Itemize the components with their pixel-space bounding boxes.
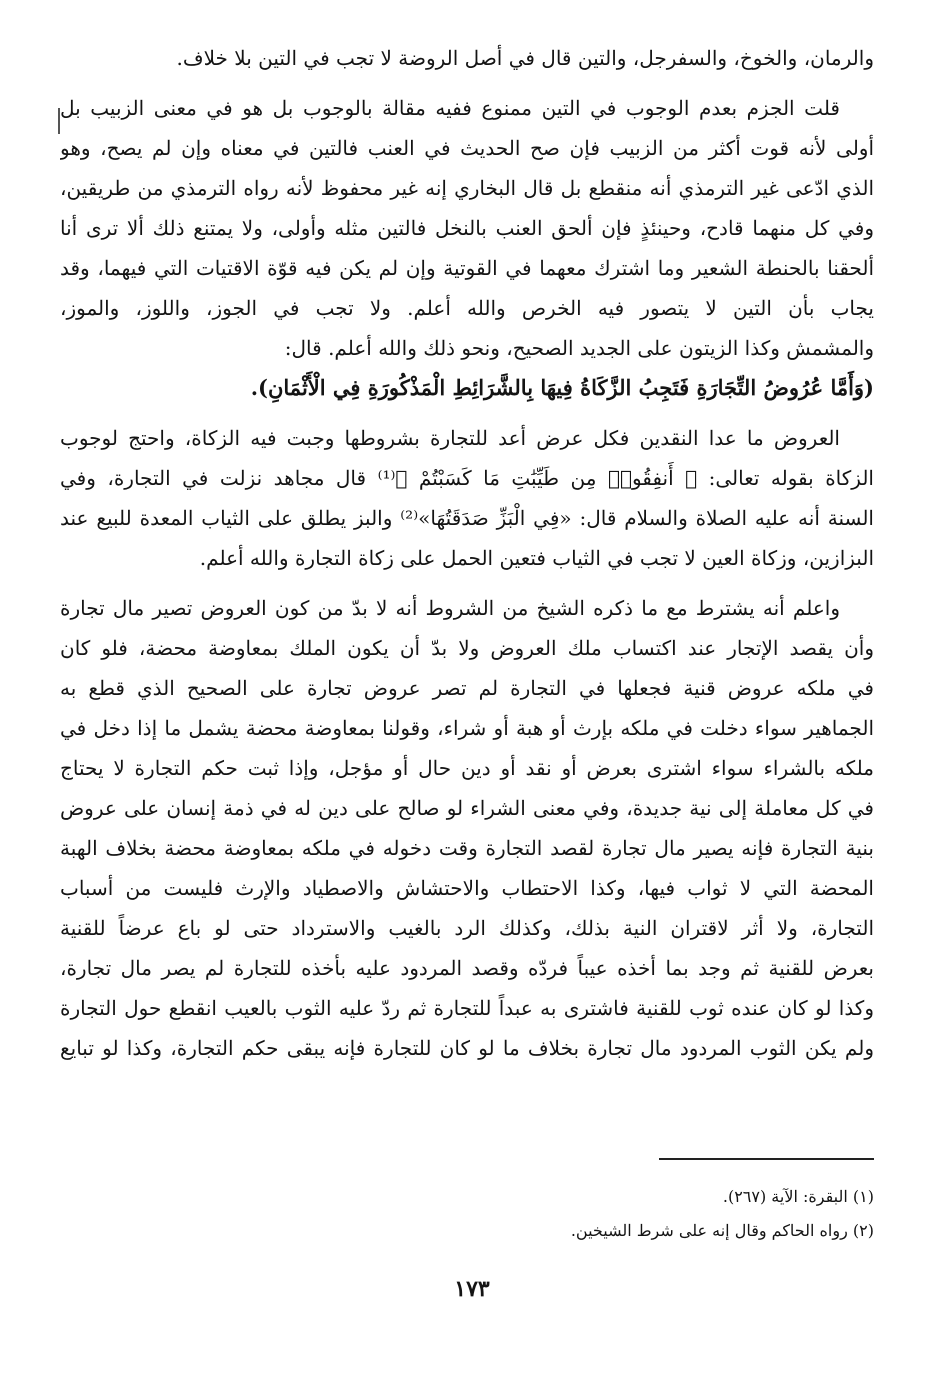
text-line: ألحقنا بالحنطة الشعير وما اشترك معهما في القوتية وإن لم يكن فيه قوّة الاقتيات التي فيهما، وقد xyxy=(60,256,874,280)
text-line: الزكاة بقوله تعالى: ﴿ أَنفِقُوا۟ مِن طَيِّبَٰتِ مَا كَسَبْتُمْ ﴾⁽¹⁾ قال مجاهد نزلت في التجارة، وفي xyxy=(60,466,874,490)
text-line: المحضة التي لا ثواب فيها، وكذا الاحتطاب والاحتشاش والاصطياد والإرث فليست من أسباب xyxy=(60,876,874,900)
text-line: ولم يكن الثوب المردود مال تجارة بخلاف ما لو كان للتجارة فإنه يبقى حكم التجارة، وكذا لو تبايع xyxy=(60,1036,874,1060)
text-line: واعلم أنه يشترط مع ما ذكره الشيخ من الشروط أنه لا بدّ من كون العروض تصير مال تجارة xyxy=(60,596,840,620)
text-line: الذي ادّعى غير الترمذي أنه منقطع بل قال البخاري إنه غير محفوظ لأنه رواه الترمذي من طريقين، xyxy=(60,176,874,200)
text-line: وكذا لو كان عنده ثوب للقنية فاشترى به عبداً للتجارة ثم ردّ عليه الثوب بالعيب انقطع حول التجارة xyxy=(60,996,874,1020)
text-line: البزازين، وزكاة العين لا تجب في الثياب فتعين الحمل على زكاة التجارة والله أعلم. xyxy=(199,546,874,570)
text-line: يجاب بأن التين لا يتصور فيه الخرص والله أعلم. ولا تجب في الجوز، واللوز، والموز، xyxy=(60,296,874,320)
text-line: العروض ما عدا النقدين فكل عرض أعد للتجارة بشروطها وجبت فيه الزكاة، واحتج لوجوب xyxy=(60,426,840,450)
text-line: والمشمش وكذا الزيتون على الجديد الصحيح، ونحو ذلك والله أعلم. قال: xyxy=(284,336,874,360)
text-line: في كل معاملة إلى نية جديدة، وفي معنى الشراء لو صالح على دين له في ذمة إنسان على عروض xyxy=(60,796,874,820)
text-line: الجماهير سواء دخلت في ملكه بإرث أو هبة أو شراء، وقولنا بمعاوضة محضة يشمل ما إذا دخل في xyxy=(60,716,874,740)
text-line: قلت الجزم بعدم الوجوب في التين ممنوع ففيه مقالة بالوجوب بل هو في معنى الزبيب بل xyxy=(60,96,840,120)
page-body xyxy=(60,38,874,1068)
matn-heading: (وَأَمَّا عُرُوضُ التِّجَارَةِ فَتَجِبُ الزَّكَاةُ فِيهَا بِالشَّرَائِطِ الْمَذْكُورَةِ فِي الْأَثْمَانِ). xyxy=(250,375,874,400)
text-line: والرمان، والخوخ، والسفرجل، والتين قال في أصل الروضة لا تجب في التين بلا خلاف. xyxy=(176,46,874,70)
footnote-2: (٢) رواه الحاكم وقال إنه على شرط الشيخين. xyxy=(570,1221,874,1240)
text-line: بعرض للقنية ثم وجد بما أخذه عيباً فردّه وقصد المردود عليه بأخذه للتجارة لم يصر مال تجارة، xyxy=(60,956,874,980)
text-line: التجارة، ولا أثر لاقتران النية بذلك، وكذلك الرد بالغيب والاسترداد حتى لو باع عرضاً للقنية xyxy=(60,916,874,940)
text-line: في ملكه عروض قنية فجعلها في التجارة لم تصر عروض تجارة على الصحيح الذي قطع به xyxy=(60,676,874,700)
text-line: ملكه بالشراء سواء اشترى بعرض أو نقد أو دين حال أو مؤجل، وإذا ثبت حكم التجارة لا يحتاج xyxy=(60,756,874,780)
text-line: وأن يقصد الإتجار عند اكتساب ملك العروض ولا بدّ أن يكون الملك بمعاوضة محضة، فلو كان xyxy=(60,636,874,660)
text-line: وفي كل منهما قادح، وحينئذٍ فإن ألحق العنب بالنخل فالتين مثله وأولى، ولا يمتنع ذلك ألا ترى أنا xyxy=(60,216,874,240)
text-line: السنة أنه عليه الصلاة والسلام قال: «فِي الْبَزِّ صَدَقَتُهَا»⁽²⁾ والبز يطلق على الثياب المعدة للبيع عند xyxy=(60,506,874,530)
text-line: أولى لأنه قوت أكثر من الزبيب فإن صح الحديث في العنب فالتين في معناه وإن لم يصح، وهو xyxy=(60,136,874,160)
text-line: بنية التجارة فإنه يصير مال تجارة لقصد التجارة وقت دخوله في ملكه بمعاوضة محضة بخلاف الهبة xyxy=(60,836,874,860)
paragraph-gap xyxy=(60,78,874,88)
footnote-1: (١) البقرة: الآية (٢٦٧). xyxy=(722,1187,874,1206)
page-number: ١٧٣ xyxy=(454,1276,490,1302)
paragraph-gap xyxy=(60,578,874,588)
footnote-separator xyxy=(659,1158,874,1160)
paragraph-gap xyxy=(60,408,874,418)
